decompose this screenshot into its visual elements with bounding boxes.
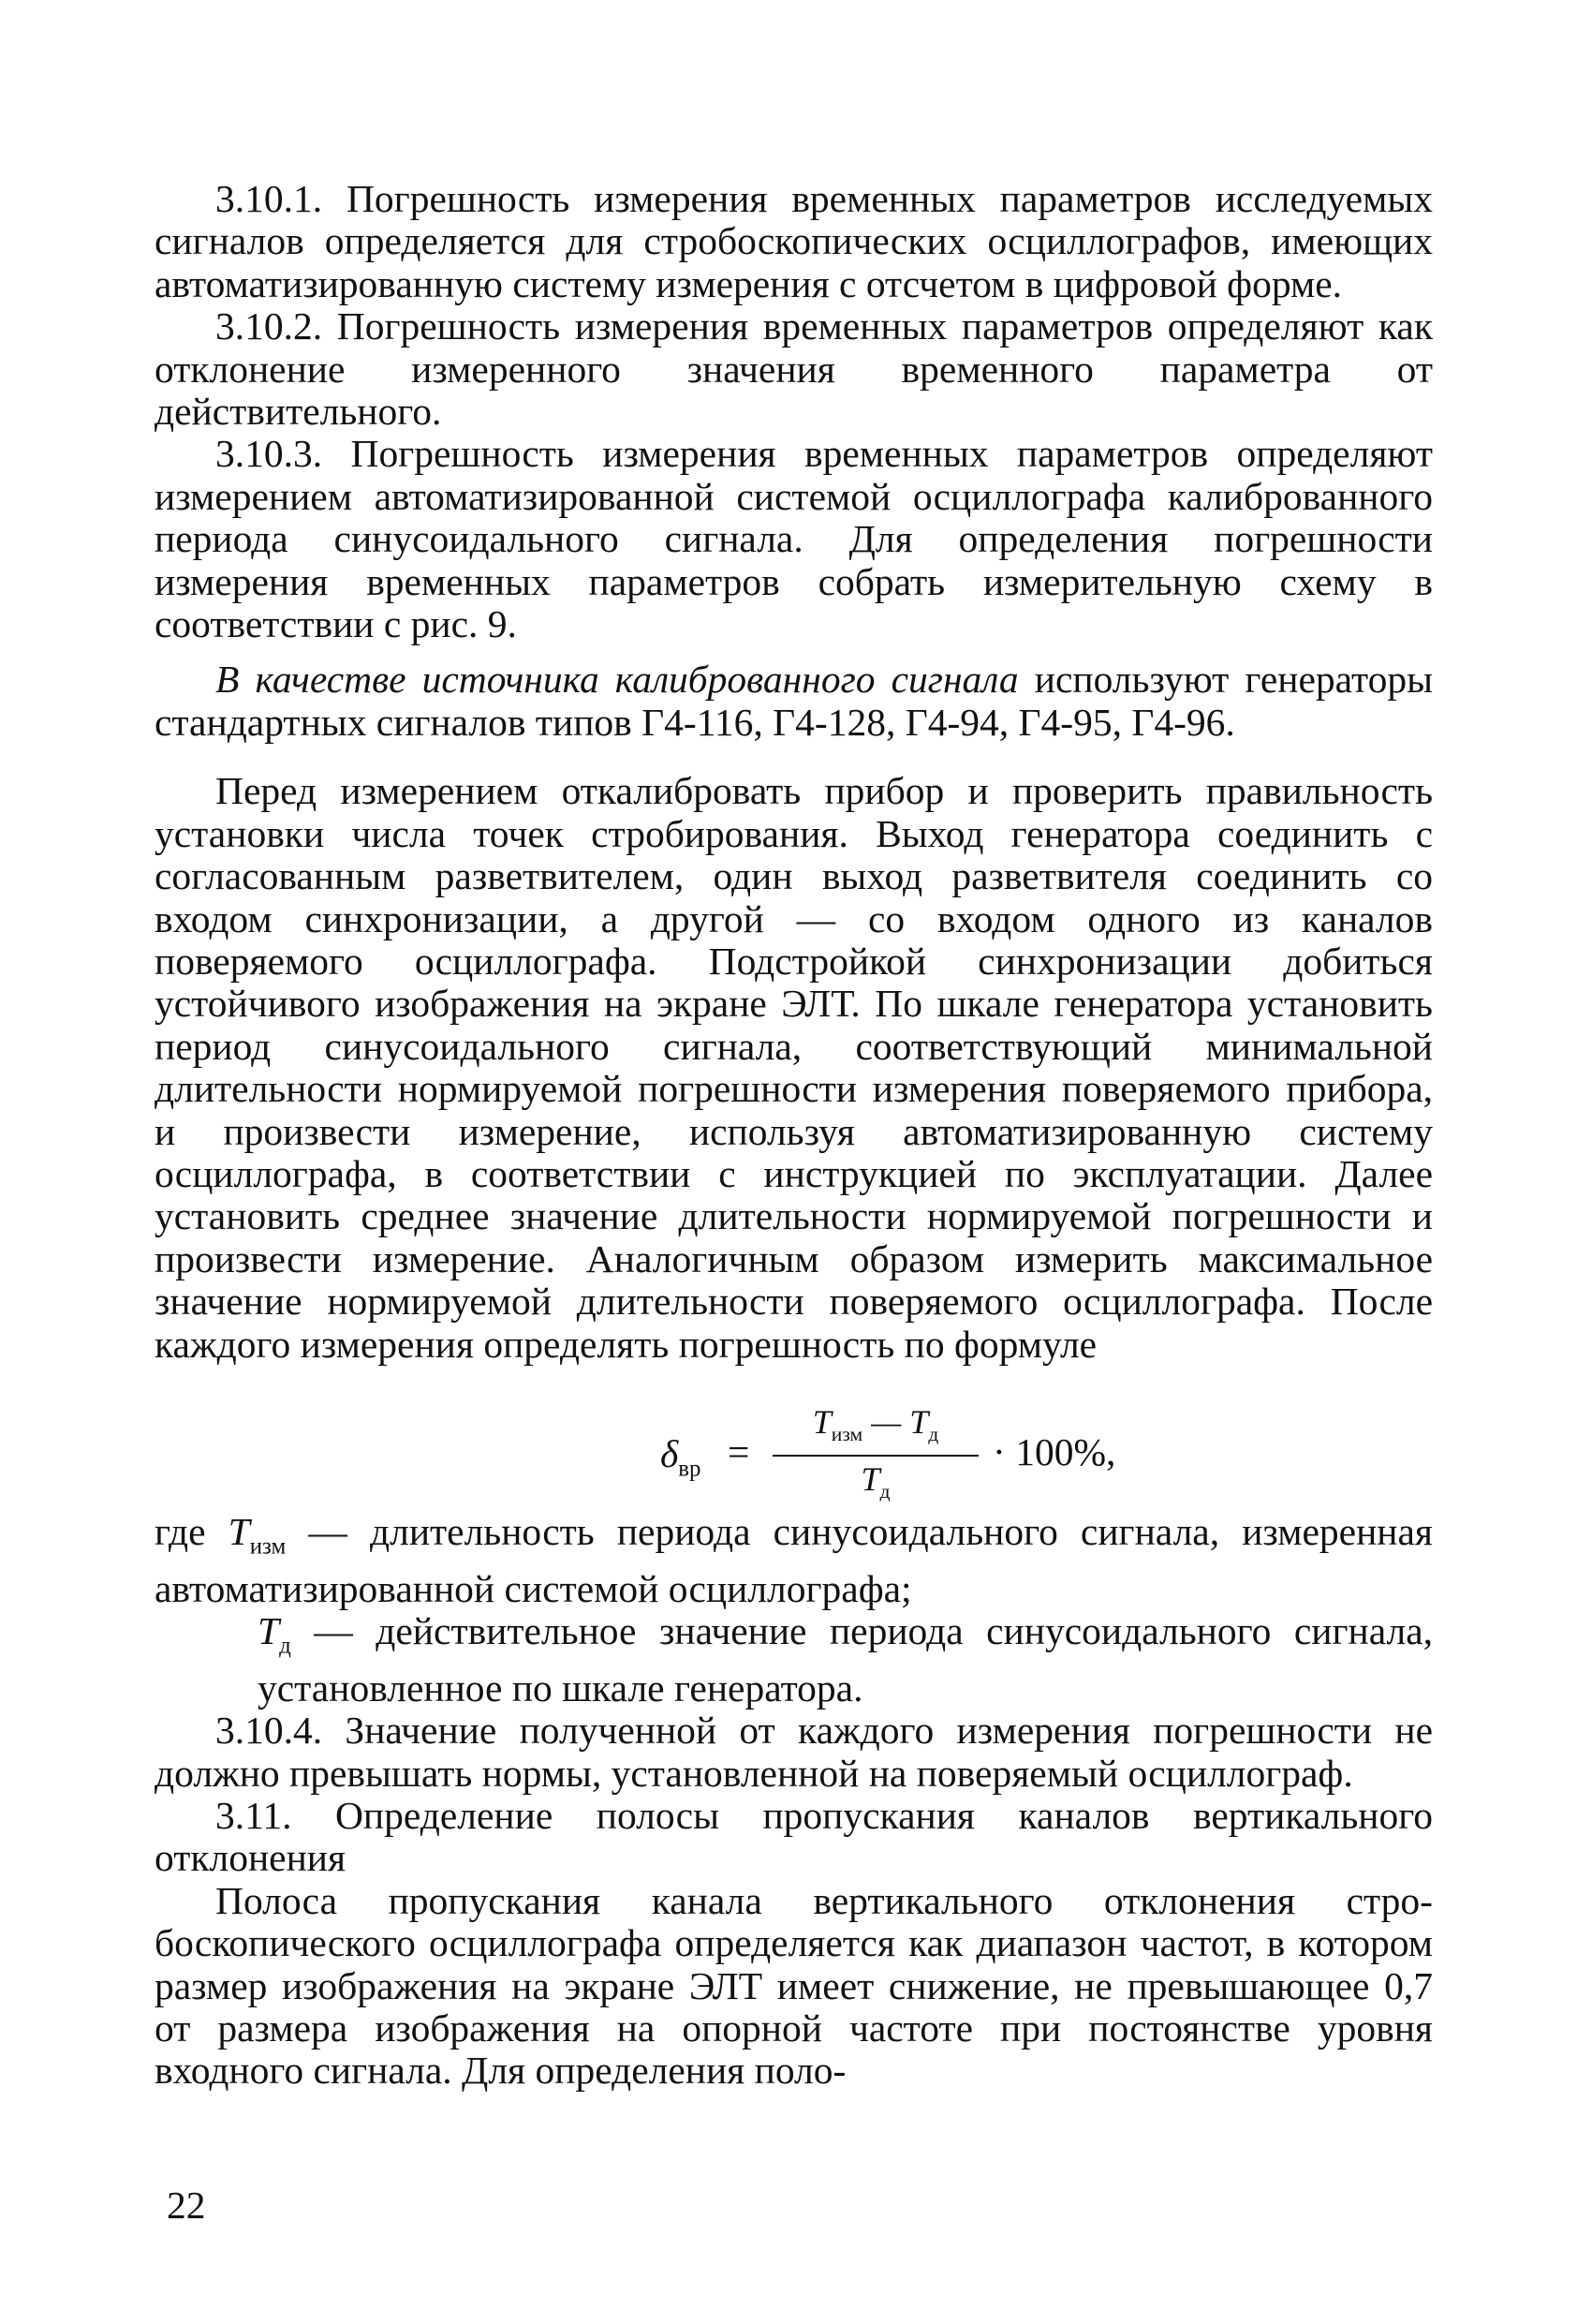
page-number: 22	[167, 2183, 206, 2227]
paragraph-calibrated-source	[155, 659, 1433, 744]
paragraph-3-10-4: 3.10.4. Значение полученной от каждого измерения погрешности не должно превышать нормы, установленной на поверяемый осциллограф.	[155, 1709, 1433, 1795]
paragraph-bandwidth: Полоса пропускания канала вертикального отклонения стробоскопического осциллографа определяется как диапазон частот, в котором размер изображения на экране ЭЛТ имеет снижение, не превышающее 0,7 от размера изображения на опорной частоте при постоянстве уровня входного сигнала. Для определения поло-	[155, 1878, 1433, 2093]
definition-t-izm: где $T_{изм}$ — длительность периода синусоидального сигнала, измеренная автоматизированной системой осциллографа;	[155, 1509, 1433, 1610]
definition-t-d: $T_д$ — действительное значение периода синусоидального сигнала, установленное по шкале генератора.	[258, 1609, 1433, 1710]
formula-equals: =	[728, 1429, 750, 1473]
paragraph-3-10-3: 3.10.3. Погрешность измерения временных параметров определяют измерением автоматизированной системой осциллографа калиброванного периода синусоидального сигнала. Для определения погрешности измерения временных параметров собрать измерительную схему в соответствии с рис. 9.	[155, 432, 1433, 646]
error-formula	[155, 1403, 1433, 1511]
paragraph-procedure: Перед измерением откалибровать прибор и проверить правильность установки числа точек стробирования. Выход генератора соединить с согласованным разветвителем, один выход разветвителя соединить со входом синхронизации, а другой — со входом одного из каналов поверяемого осциллографа. Подстройкой синхронизации добиться устойчивого изображения на экране ЭЛТ. По шкале генератора установить период синусоидального сигнала, соответствующий минимальной длительности нормируемой погрешности измерения поверяемого прибора, и произвести измерение, используя автоматизированную систему осциллографа, в соответствии с инструкцией по эксплуатации. Далее установить среднее значение длительности нормируемой погрешности и произвести измерение. Аналогичным образом измерить максимальное значение нормируемой длительности поверяемого осциллографа. После каждого измерения определять погрешность по формуле	[155, 769, 1433, 1366]
paragraph-calibrated-source-rest: используют генераторы стандартных сигналов типов Г4-116, Г4-128, Г4-94, Г4-95, Г4-96.	[155, 658, 1433, 744]
formula-denominator: $T_д$	[861, 1460, 891, 1503]
formula-fraction	[773, 1403, 979, 1510]
fraction-bar	[773, 1455, 979, 1457]
formula-lhs: $\delta_{вр}$	[660, 1431, 701, 1482]
formula-rhs: · 100%,	[993, 1429, 1116, 1473]
section-heading-3-11: 3.11. Определение полосы пропускания каналов вертикального отклонения	[155, 1794, 1433, 1880]
italic-phrase: В качестве источника калиброванного сигнала	[215, 658, 1019, 702]
body-text	[155, 178, 1433, 2093]
paragraph-3-10-2: 3.10.2. Погрешность измерения временных параметров определяют как отклонение измеренного значения временного параметра от действительного.	[155, 304, 1433, 434]
formula-numerator: $T_{изм}$ — $T_д$	[812, 1402, 939, 1446]
paragraph-3-10-1: 3.10.1. Погрешность измерения временных параметров исследуемых сигналов определяется для стробоскопических осциллографов, имеющих автоматизированную систему измерения с отсчетом в цифровой форме.	[155, 177, 1433, 305]
